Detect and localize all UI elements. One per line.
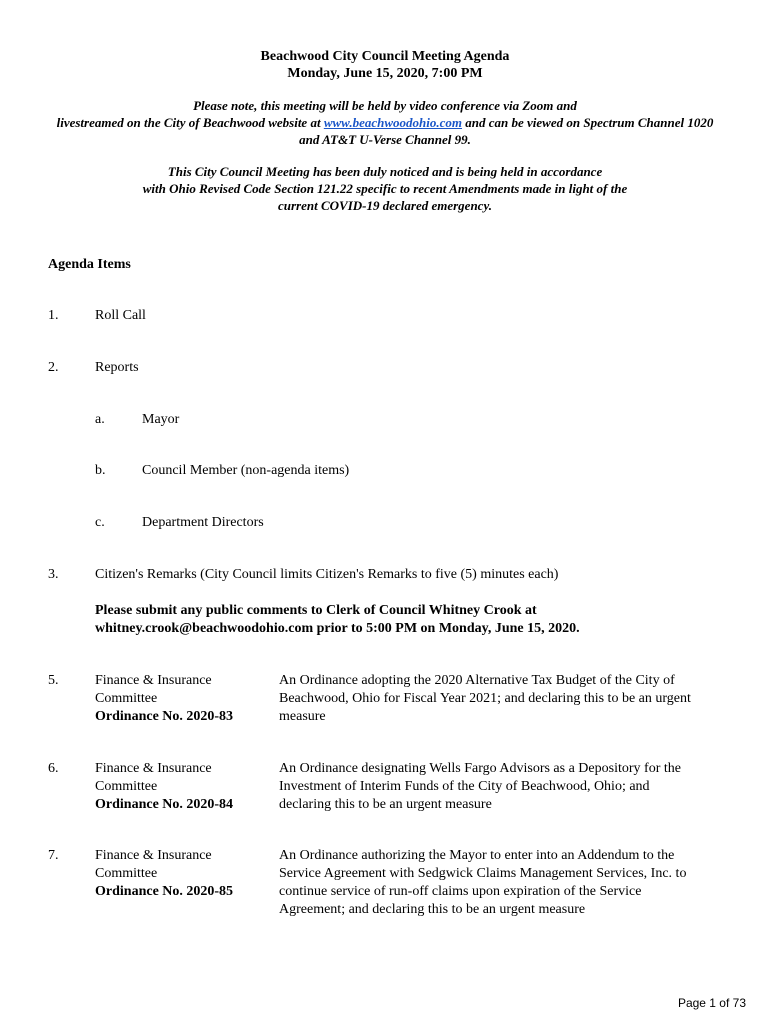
notice-line-2-post: and can be viewed on Spectrum Channel 1020 [462,115,714,130]
title-line-1: Beachwood City Council Meeting Agenda [260,49,510,64]
ordinance-description [279,760,719,814]
item-number: 7. [48,848,59,863]
covid-line-1: This City Council Meeting has been duly noticed and is being held in accordance [167,164,603,179]
item-number: 5. [48,673,59,688]
public-comment-notice [95,602,580,638]
subitem-letter: b. [95,463,106,478]
website-link[interactable]: www.beachwoodohio.com [323,115,463,130]
notice-line-2-pre: livestreamed on the City of Beachwood website at [56,115,324,130]
notice-line-1: Please note, this meeting will be held by video conference via Zoom and [193,98,577,113]
description-line: measure [279,709,326,724]
subitem-letter: a. [95,412,105,427]
ordinance-number: Ordinance No. 2020-83 [95,709,234,724]
zoom-notice [20,97,750,148]
ordinance-committee [95,847,265,901]
ordinance-description [279,672,719,726]
covid-line-2: with Ohio Revised Code Section 121.22 specific to recent Amendments made in light of the [142,181,628,196]
ordinance-number: Ordinance No. 2020-84 [95,797,234,812]
description-line: Agreement; and declaring this to be an urgent measure [279,902,586,917]
committee-line-1: Finance & Insurance [95,761,212,776]
subitem-council-member: Council Member (non-agenda items) [142,463,350,478]
committee-line-1: Finance & Insurance [95,673,212,688]
agenda-items-heading: Agenda Items [48,257,131,272]
agenda-title [20,48,750,82]
item-number: 3. [48,567,59,582]
notice-line-3: and AT&T U-Verse Channel 99. [299,132,471,147]
subitem-department-directors: Department Directors [142,515,264,530]
item-number: 2. [48,360,59,375]
public-comment-line-1: Please submit any public comments to Clerk of Council Whitney Crook at [95,603,537,618]
item-reports: Reports [95,360,139,375]
covid-line-3: current COVID-19 declared emergency. [278,198,492,213]
description-line: An Ordinance adopting the 2020 Alternative Tax Budget of the City of [279,673,675,688]
item-number: 6. [48,761,59,776]
title-line-2: Monday, June 15, 2020, 7:00 PM [287,66,483,81]
item-roll-call: Roll Call [95,308,146,323]
subitem-mayor: Mayor [142,412,180,427]
description-line: Investment of Interim Funds of the City of Beachwood, Ohio; and [279,779,650,794]
ordinance-committee [95,672,265,726]
committee-line-1: Finance & Insurance [95,848,212,863]
ordinance-number: Ordinance No. 2020-85 [95,884,234,899]
page-number: Page 1 of 73 [677,996,746,1010]
covid-notice [20,163,750,214]
committee-line-2: Committee [95,779,158,794]
description-line: Beachwood, Ohio for Fiscal Year 2021; and declaring this to be an urgent [279,691,691,706]
item-citizens-remarks: Citizen's Remarks (City Council limits Citizen's Remarks to five (5) minutes each) [95,567,559,582]
description-line: An Ordinance authorizing the Mayor to enter into an Addendum to the [279,848,675,863]
ordinance-committee [95,760,265,814]
subitem-letter: c. [95,515,105,530]
description-line: An Ordinance designating Wells Fargo Advisors as a Depository for the [279,761,681,776]
description-line: continue service of run-off claims upon expiration of the Service [279,884,642,899]
item-number: 1. [48,308,59,323]
description-line: declaring this to be an urgent measure [279,797,492,812]
notice-line-2 [20,114,750,131]
public-comment-line-2: whitney.crook@beachwoodohio.com prior to 5:00 PM on Monday, June 15, 2020. [95,621,580,636]
description-line: Service Agreement with Sedgwick Claims Management Services, Inc. to [279,866,687,881]
committee-line-2: Committee [95,691,158,706]
ordinance-description [279,847,719,919]
committee-line-2: Committee [95,866,158,881]
